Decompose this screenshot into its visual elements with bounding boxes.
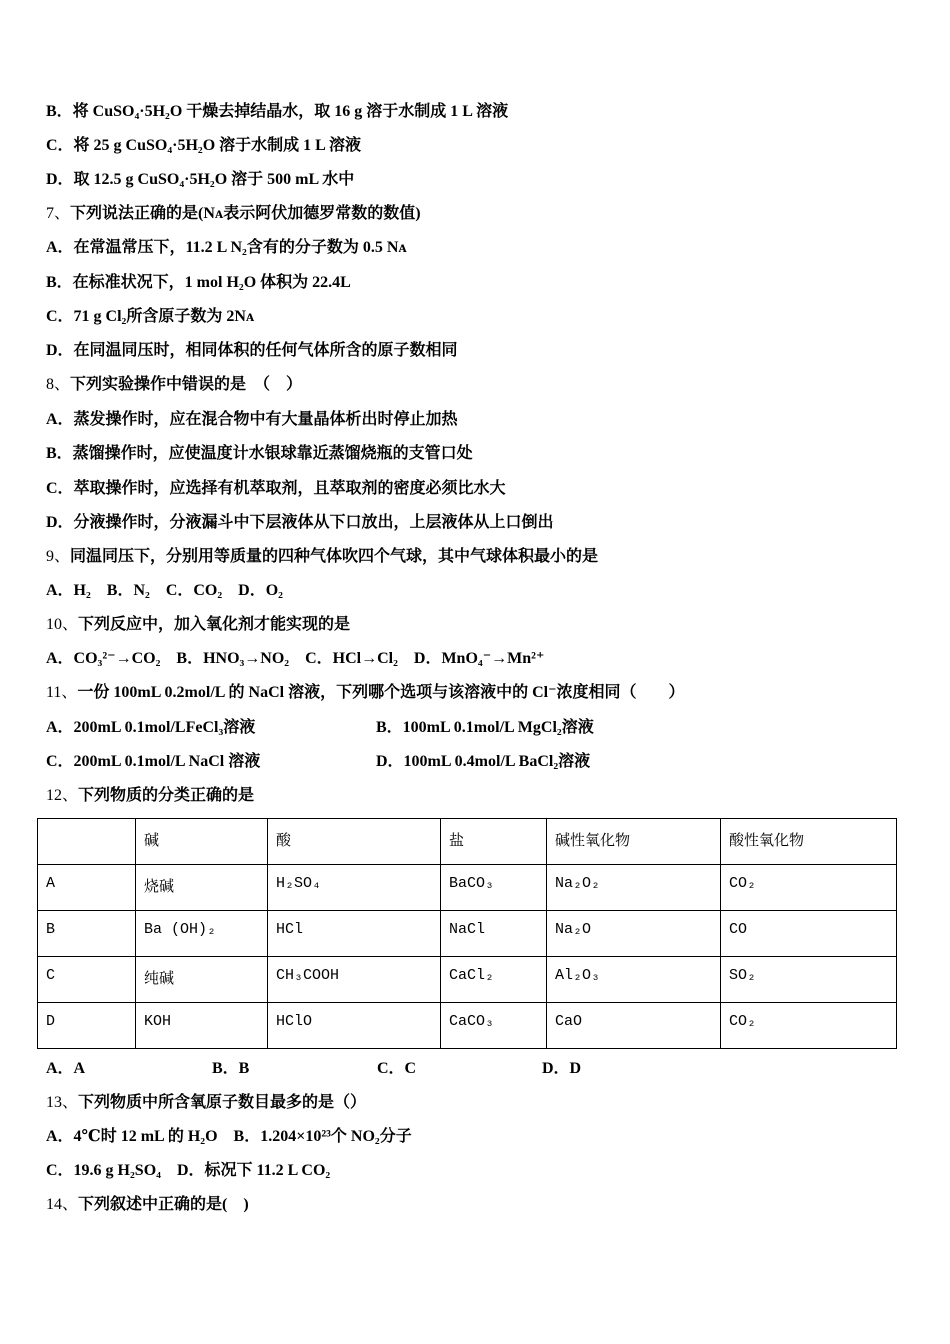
table-cell: NaCl	[441, 911, 547, 957]
q14-stem	[46, 1195, 249, 1215]
q11-option-c: C．200mL 0.1mol/L NaCl 溶液	[46, 753, 261, 770]
table-header	[38, 819, 136, 865]
q11-number: 11、	[46, 684, 78, 701]
table-row	[38, 865, 897, 911]
q11-text: 一份 100mL 0.2mol/L 的 NaCl 溶液，下列哪个选项与该溶液中的 Cl⁻浓度相同（ ）	[77, 684, 685, 701]
table-cell: H₂SO₄	[268, 865, 441, 911]
q7-option-b: B．在标准状况下，1 mol H₂O 体积为 22.4L	[46, 274, 351, 291]
q9-options: A．H₂ B．N₂ C．CO₂ D．O₂	[46, 582, 283, 599]
q13-options-cd: C．19.6 g H₂SO₄ D．标况下 11.2 L CO₂	[46, 1162, 331, 1179]
q12-number: 12、	[46, 787, 79, 804]
table-cell: CaCl₂	[441, 957, 547, 1003]
q7-option-d: D．在同温同压时，相同体积的任何气体所含的原子数相同	[46, 342, 458, 359]
q12-option-d: D．D	[542, 1060, 582, 1077]
table-cell: CO	[721, 911, 897, 957]
table-header: 酸性氧化物	[721, 819, 897, 865]
q7-option-a: A．在常温常压下，11.2 L N₂含有的分子数为 0.5 Nᴀ	[46, 239, 407, 256]
table-header: 碱	[136, 819, 268, 865]
table-cell: D	[38, 1003, 136, 1049]
q10-text: 下列反应中，加入氧化剂才能实现的是	[78, 616, 351, 633]
q13-number: 13、	[46, 1094, 79, 1111]
table-cell: CaO	[547, 1003, 721, 1049]
q11-option-d: D．100mL 0.4mol/L BaCl₂溶液	[376, 753, 591, 770]
q8-option-d: D．分液操作时，分液漏斗中下层液体从下口放出，上层液体从上口倒出	[46, 514, 554, 531]
table-header: 酸	[268, 819, 441, 865]
table-cell: Al₂O₃	[547, 957, 721, 1003]
q7-number: 7、	[46, 205, 71, 222]
table-header: 碱性氧化物	[547, 819, 721, 865]
q8-option-c: C．萃取操作时，应选择有机萃取剂，且萃取剂的密度必须比水大	[46, 480, 506, 497]
table-cell: B	[38, 911, 136, 957]
table-cell: BaCO₃	[441, 865, 547, 911]
q12-text: 下列物质的分类正确的是	[78, 787, 255, 804]
q12-option-a: A．A	[46, 1060, 86, 1077]
q8-number: 8、	[46, 376, 71, 393]
table-cell: A	[38, 865, 136, 911]
q6-option-c: C．将 25 g CuSO₄·5H₂O 溶于水制成 1 L 溶液	[46, 137, 361, 154]
q6-option-d: D．取 12.5 g CuSO₄·5H₂O 溶于 500 mL 水中	[46, 171, 355, 188]
q10-stem	[46, 615, 350, 635]
table-cell: CH₃COOH	[268, 957, 441, 1003]
table-row	[38, 957, 897, 1003]
table-cell: 烧碱	[136, 865, 268, 911]
q11-stem	[46, 683, 685, 703]
q7-text: 下列说法正确的是(Nᴀ表示阿伏加德罗常数的数值)	[70, 205, 421, 222]
q8-text: 下列实验操作中错误的是 （ ）	[70, 376, 303, 393]
q6-option-b: B．将 CuSO₄·5H₂O 干燥去掉结晶水，取 16 g 溶于水制成 1 L 溶液	[46, 103, 509, 120]
table-cell: Ba (OH)₂	[136, 911, 268, 957]
table-header: 盐	[441, 819, 547, 865]
q9-number: 9、	[46, 548, 71, 565]
table-cell: CaCO₃	[441, 1003, 547, 1049]
q11-option-b: B．100mL 0.1mol/L MgCl₂溶液	[376, 719, 594, 736]
table-cell: SO₂	[721, 957, 897, 1003]
table-row	[38, 911, 897, 957]
table-cell: HClO	[268, 1003, 441, 1049]
q12-stem	[46, 786, 254, 806]
q8-stem	[46, 375, 302, 395]
q13-stem	[46, 1093, 366, 1113]
table-cell: Na₂O	[547, 911, 721, 957]
q11-option-a: A．200mL 0.1mol/LFeCl₃溶液	[46, 719, 256, 736]
q10-number: 10、	[46, 616, 79, 633]
q12-option-b: B．B	[212, 1060, 250, 1077]
table-cell: HCl	[268, 911, 441, 957]
table-cell: KOH	[136, 1003, 268, 1049]
table-cell: 纯碱	[136, 957, 268, 1003]
q8-option-b: B．蒸馏操作时，应使温度计水银球靠近蒸馏烧瓶的支管口处	[46, 445, 473, 462]
q14-text: 下列叙述中正确的是( )	[78, 1196, 249, 1213]
table-cell: Na₂O₂	[547, 865, 721, 911]
table-row	[38, 1003, 897, 1049]
q10-options: A．CO₃²⁻→CO₂ B．HNO₃→NO₂ C．HCl→Cl₂ D．MnO₄⁻→Mn²⁺	[46, 650, 545, 667]
q12-option-c: C．C	[377, 1060, 417, 1077]
classification-table	[37, 818, 897, 1049]
q7-option-c: C．71 g Cl₂所含原子数为 2Nᴀ	[46, 308, 255, 325]
table-header-row	[38, 819, 897, 865]
q9-stem	[46, 547, 598, 567]
q14-number: 14、	[46, 1196, 79, 1213]
q13-text: 下列物质中所含氧原子数目最多的是（）	[78, 1094, 367, 1111]
q7-stem	[46, 204, 421, 224]
q13-options-ab: A．4℃时 12 mL 的 H₂O B．1.204×10²³个 NO₂分子	[46, 1128, 412, 1145]
table-cell: C	[38, 957, 136, 1003]
table-cell: CO₂	[721, 865, 897, 911]
q8-option-a: A．蒸发操作时，应在混合物中有大量晶体析出时停止加热	[46, 411, 458, 428]
table-cell: CO₂	[721, 1003, 897, 1049]
q9-text: 同温同压下，分别用等质量的四种气体吹四个气球，其中气球体积最小的是	[70, 548, 599, 565]
